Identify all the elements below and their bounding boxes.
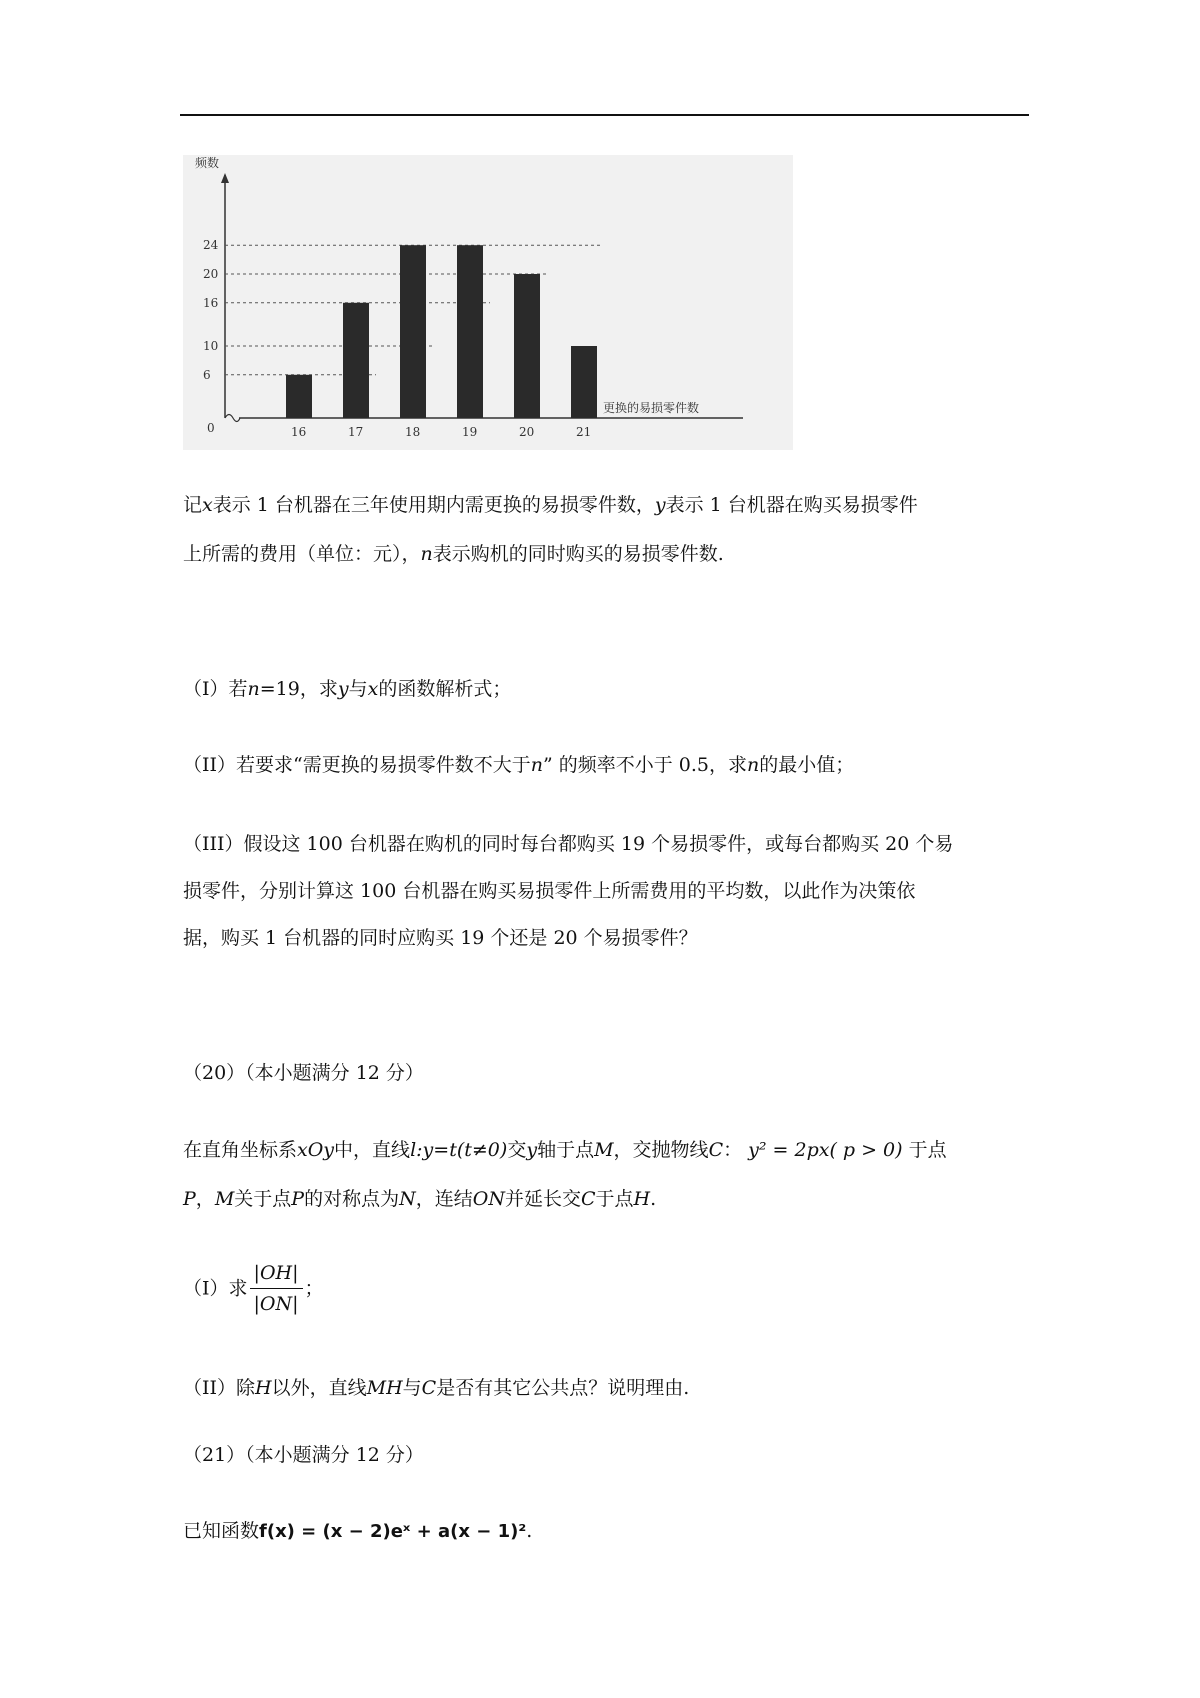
y-tick-10: 10 (203, 339, 219, 353)
y-axis-arrow (221, 173, 229, 183)
x-tick-17: 17 (348, 425, 364, 439)
q20-header: （20）（本小题满分 12 分） (183, 1062, 424, 1084)
q20-line-2: P，M关于点P的对称点为N，连结ON并延长交C于点H. (183, 1188, 657, 1210)
header-rule (180, 114, 1029, 116)
bar-21 (571, 346, 597, 418)
x-axis-label: 更换的易损零件数 (603, 401, 700, 415)
q19-part-2: （II）若要求“需更换的易损零件数不大于n” 的频率不小于 0.5，求n的最小值； (183, 754, 855, 776)
y-axis-label: 频数 (195, 156, 220, 170)
x-tick-21: 21 (576, 425, 592, 439)
bar-18 (400, 245, 426, 418)
q20-line-1: 在直角坐标系xOy中，直线l:y=t(t≠0)交y轴于点M，交抛物线C： y² = 2px( p > 0) 于点 (183, 1139, 947, 1161)
bar-16 (286, 375, 312, 418)
q21-line-1: 已知函数f(x) = (x − 2)eˣ + a(x − 1)². (183, 1520, 533, 1542)
function-formula: f(x) = (x − 2)eˣ + a(x − 1)² (259, 1521, 527, 1542)
q19-part-3-line-1: （III）假设这 100 台机器在购机的同时每台都购买 19 个易损零件，或每台都购买 20 个易 (183, 833, 954, 855)
frequency-histogram (183, 155, 793, 450)
y-tick-20: 20 (203, 267, 219, 281)
y-tick-6: 6 (203, 367, 211, 382)
x-tick-20: 20 (519, 425, 535, 439)
bar-17 (343, 303, 369, 418)
x-tick-19: 19 (462, 425, 478, 439)
y-tick-16: 16 (203, 295, 219, 310)
q19-part-1: （I）若n=19，求y与x的函数解析式； (183, 678, 512, 700)
q21-header: （21）（本小题满分 12 分） (183, 1444, 424, 1466)
histogram-svg (183, 155, 793, 450)
bar-19 (457, 245, 483, 418)
y-tick-24: 24 (203, 238, 219, 253)
q19-intro-line-2: 上所需的费用（单位：元），n表示购机的同时购买的易损零件数. (183, 543, 724, 565)
q19-part-3-line-2: 损零件，分别计算这 100 台机器在购买易损零件上所需费用的平均数，以此作为决策依 (183, 880, 916, 902)
axis-break-mark (225, 415, 240, 422)
ratio-fraction: $\frac{|OH|}{|ON|}$ (250, 1258, 303, 1319)
bar-20 (514, 274, 540, 418)
x-tick-18: 18 (405, 425, 421, 439)
origin-label: 0 (207, 421, 215, 435)
q19-intro-line-1: 记x表示 1 台机器在三年使用期内需更换的易损零件数，y表示 1 台机器在购买易损零件 (183, 494, 918, 516)
q19-part-3-line-3: 据，购买 1 台机器的同时应购买 19 个还是 20 个易损零件？ (183, 927, 698, 949)
q20-part-2: （II）除H以外，直线MH与C是否有其它公共点？说明理由. (183, 1377, 690, 1399)
q20-part-1: （I）求 $\frac{|OH|}{|ON|}$ ； (183, 1258, 1023, 1319)
x-tick-16: 16 (291, 425, 307, 439)
